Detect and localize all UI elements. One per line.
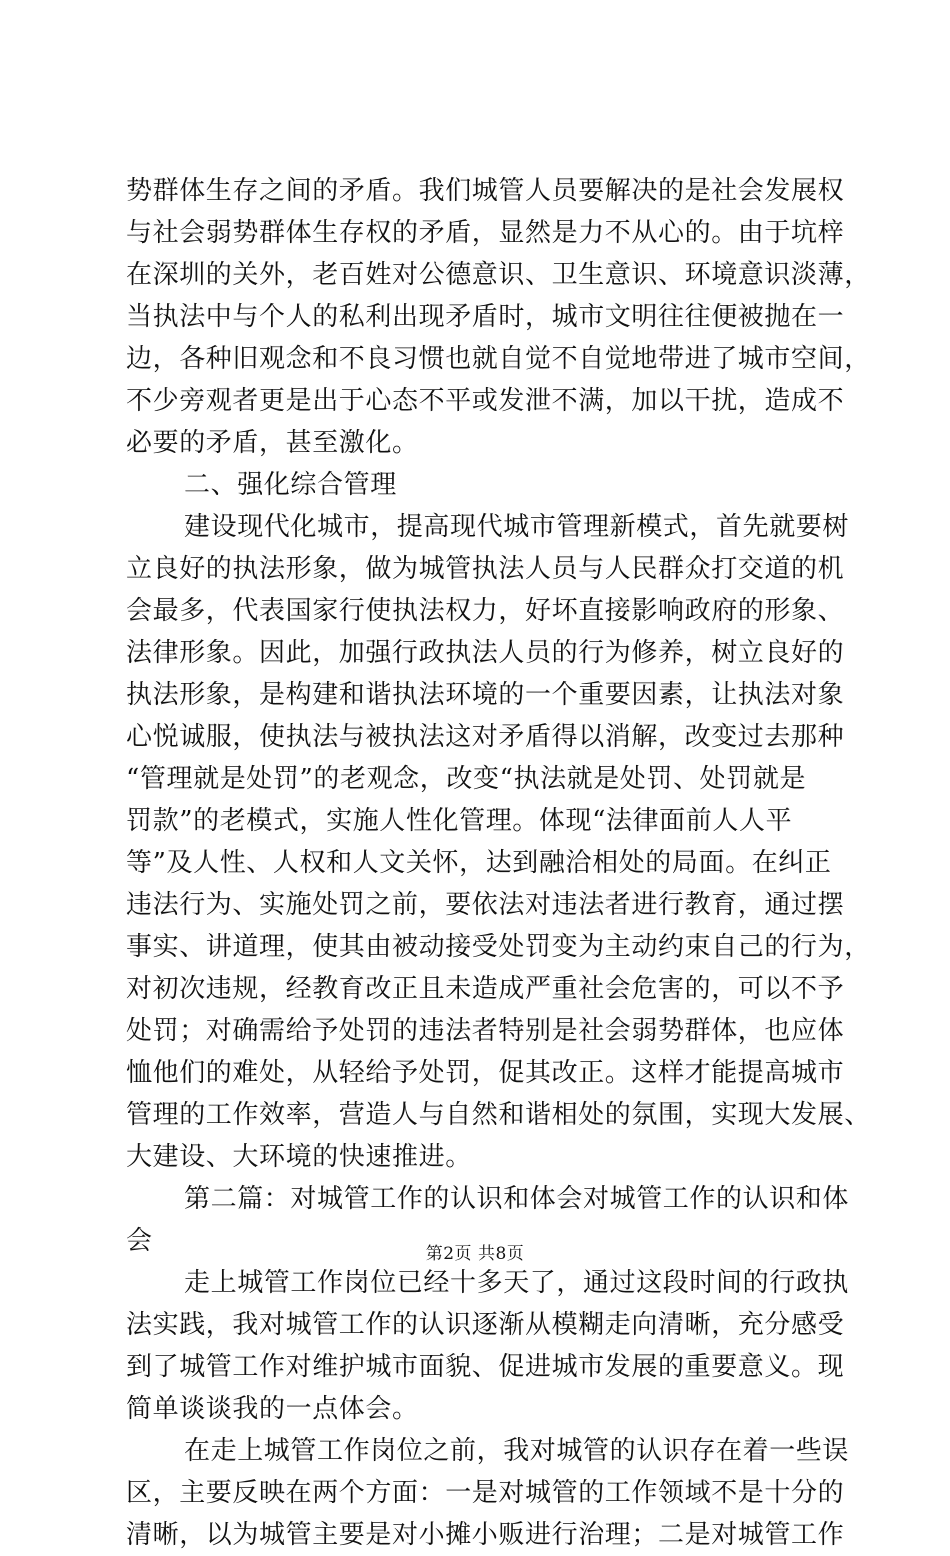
text-line: 与社会弱势群体生存权的矛盾，显然是力不从心的。由于坑梓 [126,218,845,248]
text-line: 清晰，以为城管主要是对小摊小贩进行治理；二是对城管工作 [126,1520,845,1550]
text-line: 违法行为、实施处罚之前，要依法对违法者进行教育，通过摆 [126,890,845,920]
text-line: 二、强化综合管理 [184,470,397,500]
text-line: 不少旁观者更是出于心态不平或发泄不满，加以干扰，造成不 [126,386,845,416]
text-line: 当执法中与个人的私利出现矛盾时，城市文明往往便被抛在一 [126,302,845,332]
text-line: 必要的矛盾，甚至激化。 [126,428,419,458]
text-line: 在走上城管工作岗位之前，我对城管的认识存在着一些误 [184,1436,850,1466]
text-line: 建设现代化城市，提高现代城市管理新模式，首先就要树 [184,512,850,542]
text-line: 走上城管工作岗位已经十多天了，通过这段时间的行政执 [184,1268,850,1298]
text-line: 法律形象。因此，加强行政执法人员的行为修养，树立良好的 [126,638,845,668]
text-line: 到了城管工作对维护城市面貌、促进城市发展的重要意义。现 [126,1352,845,1382]
text-line: 管理的工作效率，营造人与自然和谐相处的氛围，实现大发展、 [126,1100,871,1130]
text-line: 大建设、大环境的快速推进。 [126,1142,472,1172]
text-line: 处罚；对确需给予处罚的违法者特别是社会弱势群体，也应体 [126,1016,845,1046]
text-line: 区，主要反映在两个方面：一是对城管的工作领域不是十分的 [126,1478,845,1508]
text-line: 会最多，代表国家行使执法权力，好坏直接影响政府的形象、 [126,596,845,626]
text-line: 在深圳的关外，老百姓对公德意识、卫生意识、环境意识淡薄， [126,260,871,290]
text-line: 边，各种旧观念和不良习惯也就自觉不自觉地带进了城市空间， [126,344,871,374]
body-text [126,170,871,1556]
text-line: 罚款”的老模式，实施人性化管理。体现“法律面前人人平 [126,806,793,836]
text-line: 执法形象，是构建和谐执法环境的一个重要因素，让执法对象 [126,680,845,710]
text-line: “管理就是处罚”的老观念，改变“执法就是处罚、处罚就是 [126,764,807,794]
text-line: 等”及人性、人权和人文关怀，达到融洽相处的局面。在纠正 [126,848,832,878]
text-line: 简单谈谈我的一点体会。 [126,1394,419,1424]
text-line: 对初次违规，经教育改正且未造成严重社会危害的，可以不予 [126,974,845,1004]
text-line: 立良好的执法形象，做为城管执法人员与人民群众打交道的机 [126,554,845,584]
text-line: 恤他们的难处，从轻给予处罚，促其改正。这样才能提高城市 [126,1058,845,1088]
text-line: 法实践，我对城管工作的认识逐渐从模糊走向清晰，充分感受 [126,1310,845,1340]
page-footer: 第2页 共8页 [425,1244,525,1264]
text-line: 势群体生存之间的矛盾。我们城管人员要解决的是社会发展权 [126,176,845,206]
text-line: 事实、讲道理，使其由被动接受处罚变为主动约束自己的行为， [126,932,871,962]
text-line: 第二篇：对城管工作的认识和体会对城管工作的认识和体 [184,1184,850,1214]
text-line: 心悦诚服，使执法与被执法这对矛盾得以消解，改变过去那种 [126,722,845,752]
text-line: 会 [126,1226,153,1256]
